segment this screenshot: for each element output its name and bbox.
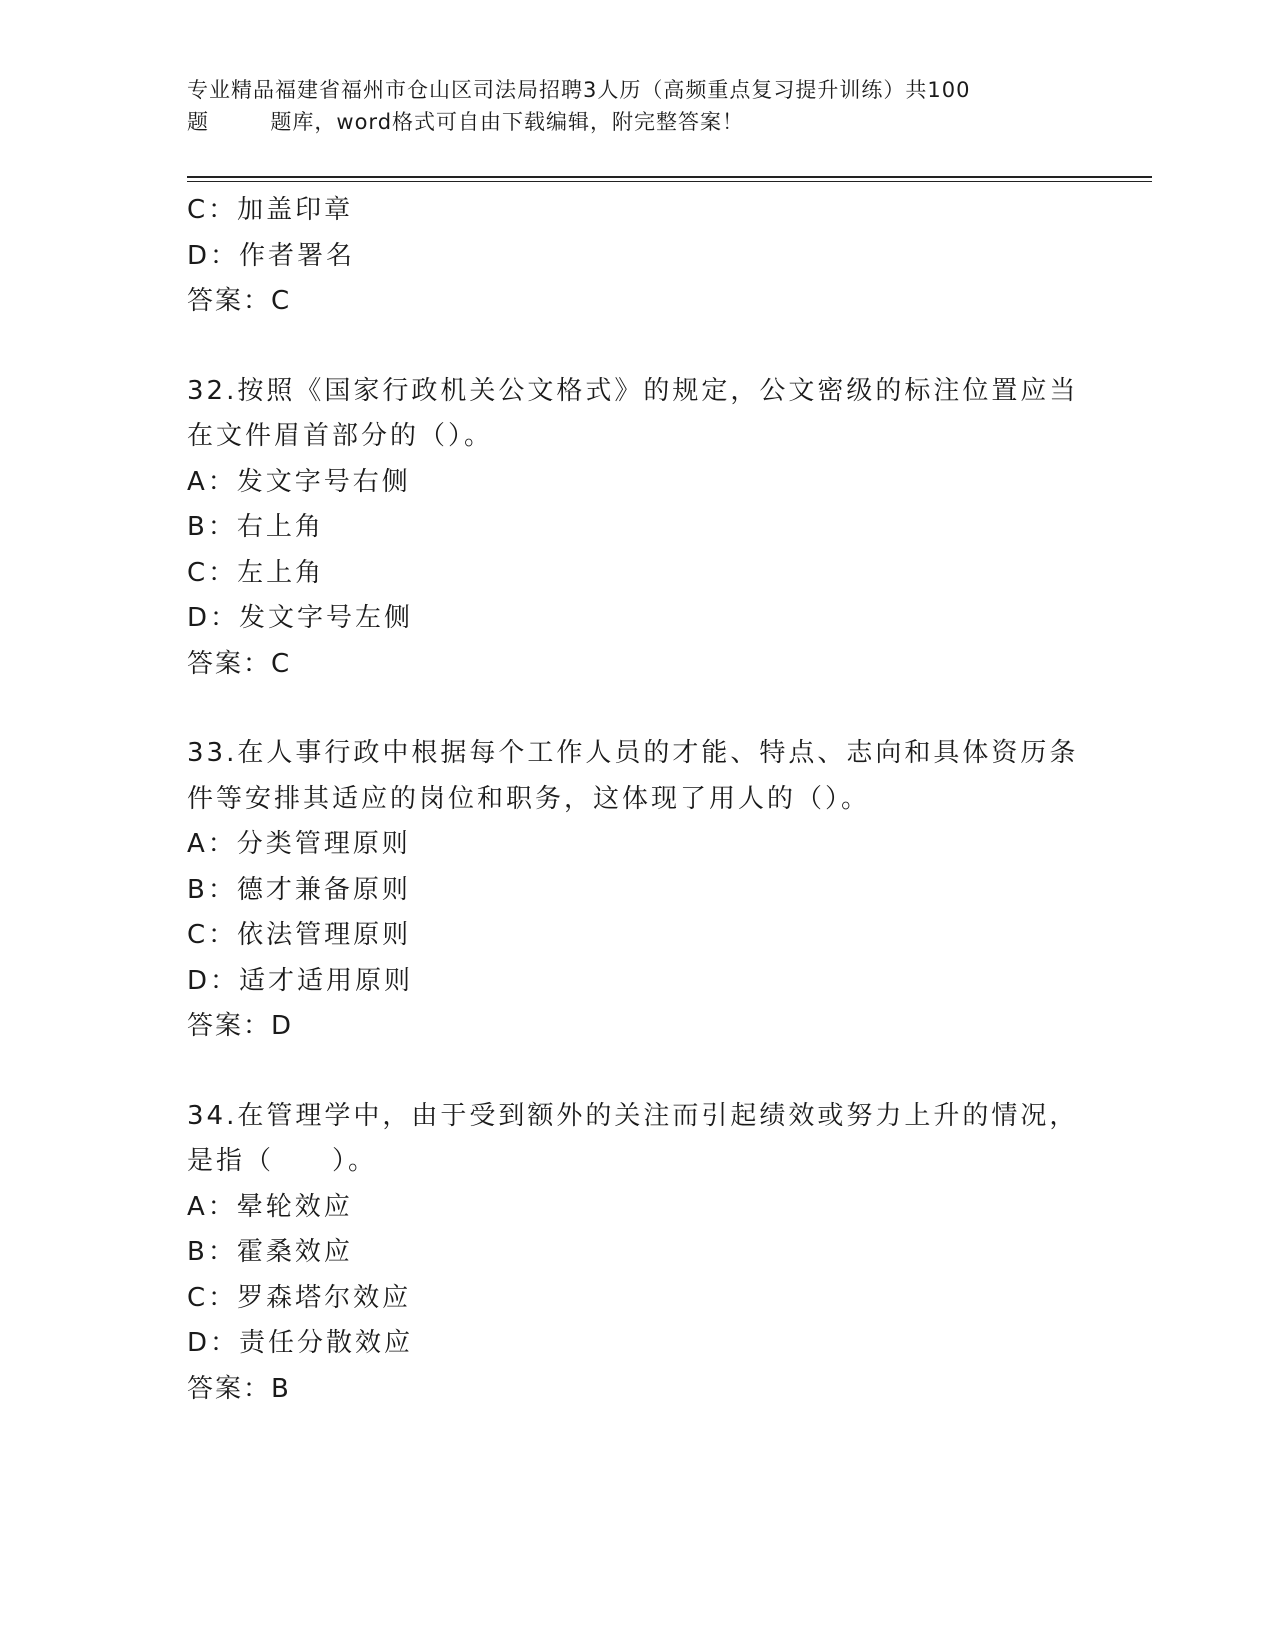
question-stem-line: 是指（ ）。 bbox=[187, 1146, 378, 1176]
question-33 bbox=[187, 731, 1087, 1050]
option-d: D：作者署名 bbox=[187, 240, 356, 271]
option-c: C：罗森塔尔效应 bbox=[187, 1282, 412, 1313]
question-spacer bbox=[187, 1050, 1087, 1094]
question-stem-line: 32.按照《国家行政机关公文格式》的规定，公文密级的标注位置应当 bbox=[187, 375, 1079, 406]
question-34 bbox=[187, 1094, 1087, 1413]
option-d: D：适才适用原则 bbox=[187, 965, 414, 996]
question-stem-line: 件等安排其适应的岗位和职务，这体现了用人的（）。 bbox=[187, 783, 871, 814]
question-32 bbox=[187, 369, 1087, 688]
answer-line: 答案：D bbox=[187, 1011, 294, 1041]
option-b: B：霍桑效应 bbox=[187, 1237, 353, 1267]
page-header bbox=[187, 74, 1087, 138]
option-b: B：德才兼备原则 bbox=[187, 874, 411, 905]
header-title-line-1: 专业精品福建省福州市仓山区司法局招聘3人历（高频重点复习提升训练）共100 bbox=[187, 78, 971, 102]
answer-line: 答案：B bbox=[187, 1373, 291, 1404]
header-divider-thick bbox=[187, 176, 1152, 178]
option-d: D：责任分散效应 bbox=[187, 1328, 414, 1358]
question-list bbox=[187, 188, 1087, 1412]
option-a: A：发文字号右侧 bbox=[187, 466, 411, 497]
header-divider-thin bbox=[187, 181, 1152, 182]
option-a: A：分类管理原则 bbox=[187, 829, 411, 859]
option-d: D：发文字号左侧 bbox=[187, 603, 414, 633]
question-spacer bbox=[187, 325, 1087, 369]
answer-line: 答案：C bbox=[187, 648, 292, 679]
question-stem-line: 34.在管理学中，由于受到额外的关注而引起绩效或努力上升的情况， bbox=[187, 1100, 1079, 1131]
answer-line: 答案：C bbox=[187, 286, 292, 316]
question-31-continued bbox=[187, 188, 1087, 325]
question-stem-line: 33.在人事行政中根据每个工作人员的才能、特点、志向和具体资历条 bbox=[187, 738, 1079, 768]
option-b: B：右上角 bbox=[187, 512, 324, 542]
header-title-line-2: 题 题库，word格式可自由下载编辑，附完整答案！ bbox=[187, 110, 745, 134]
question-stem-line: 在文件眉首部分的（）。 bbox=[187, 421, 494, 451]
option-c: C：加盖印章 bbox=[187, 195, 354, 225]
option-a: A：晕轮效应 bbox=[187, 1191, 353, 1222]
question-spacer bbox=[187, 687, 1087, 731]
option-c: C：左上角 bbox=[187, 557, 325, 588]
option-c: C：依法管理原则 bbox=[187, 920, 412, 950]
